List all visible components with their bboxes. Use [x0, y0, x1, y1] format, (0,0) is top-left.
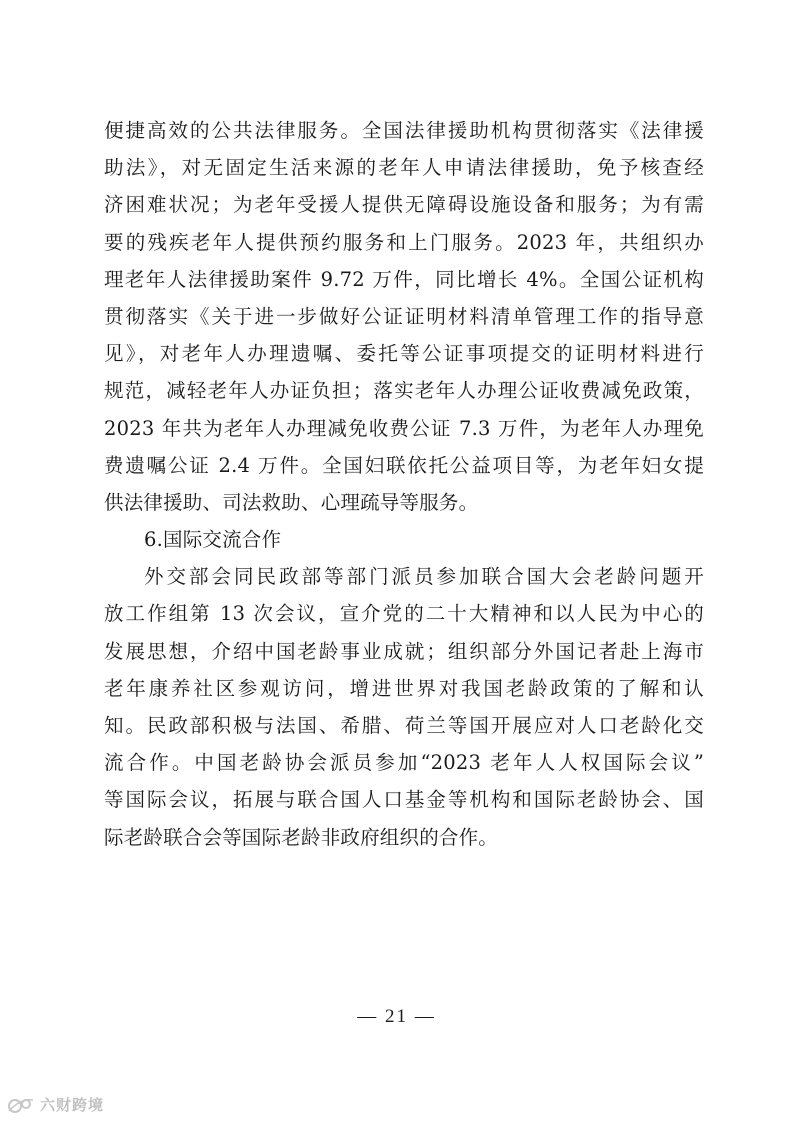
text-line: 流合作。中国老龄协会派员参加“2023 老年人人权国际会议” — [104, 751, 704, 775]
brand-logo-icon — [6, 1096, 36, 1114]
text-line: 2023 年共为老年人办理减免收费公证 7.3 万件，为老年人办理免 — [104, 416, 704, 440]
text-line: 见》，对老年人办理遗嘱、委托等公证事项提交的证明材料进行 — [104, 342, 704, 366]
text-line: 便捷高效的公共法律服务。全国法律援助机构贯彻落实《法律援 — [104, 119, 704, 142]
paragraph-legal-services — [104, 112, 704, 521]
section-heading: 6.国际交流合作 — [144, 528, 282, 552]
paragraph-international-cooperation — [104, 558, 704, 856]
text-line: 规范，减轻老年人办证负担；落实老年人办理公证收费减免政策， — [104, 379, 704, 403]
document-body — [104, 112, 704, 856]
text-line: 费遗嘱公证 2.4 万件。全国妇联依托公益项目等，为老年妇女提 — [104, 453, 704, 477]
text-line: 理老年人法律援助案件 9.72 万件，同比增长 4%。全国公证机构 — [104, 267, 704, 291]
watermark-text: 六财跨境 — [40, 1096, 105, 1114]
page-number: — 21 — — [357, 1006, 436, 1027]
watermark — [6, 1094, 104, 1115]
text-line: 放工作组第 13 次会议，宣介党的二十大精神和以人民为中心的 — [104, 602, 704, 626]
text-line: 助法》，对无固定生活来源的老年人申请法律援助，免予核查经 — [104, 156, 704, 180]
text-line: 外交部会同民政部等部门派员参加联合国大会老龄问题开 — [144, 565, 704, 589]
text-line: 济困难状况；为老年受援人提供无障碍设施设备和服务；为有需 — [104, 193, 704, 217]
text-line: 老年康养社区参观访问，增进世界对我国老龄政策的了解和认 — [104, 676, 704, 700]
text-line: 供法律援助、司法救助、心理疏导等服务。 — [104, 490, 479, 514]
text-line: 贯彻落实《关于进一步做好公证证明材料清单管理工作的指导意 — [104, 304, 704, 328]
text-line: 发展思想，介绍中国老龄事业成就；组织部分外国记者赴上海市 — [104, 639, 704, 663]
text-line: 知。民政部积极与法国、希腊、荷兰等国开展应对人口老龄化交 — [104, 714, 704, 737]
text-line: 要的残疾老年人提供预约服务和上门服务。2023 年，共组织办 — [104, 230, 704, 254]
text-line: 际老龄联合会等国际老龄非政府组织的合作。 — [104, 825, 499, 849]
text-line: 等国际会议，拓展与联合国人口基金等机构和国际老龄协会、国 — [104, 788, 704, 812]
